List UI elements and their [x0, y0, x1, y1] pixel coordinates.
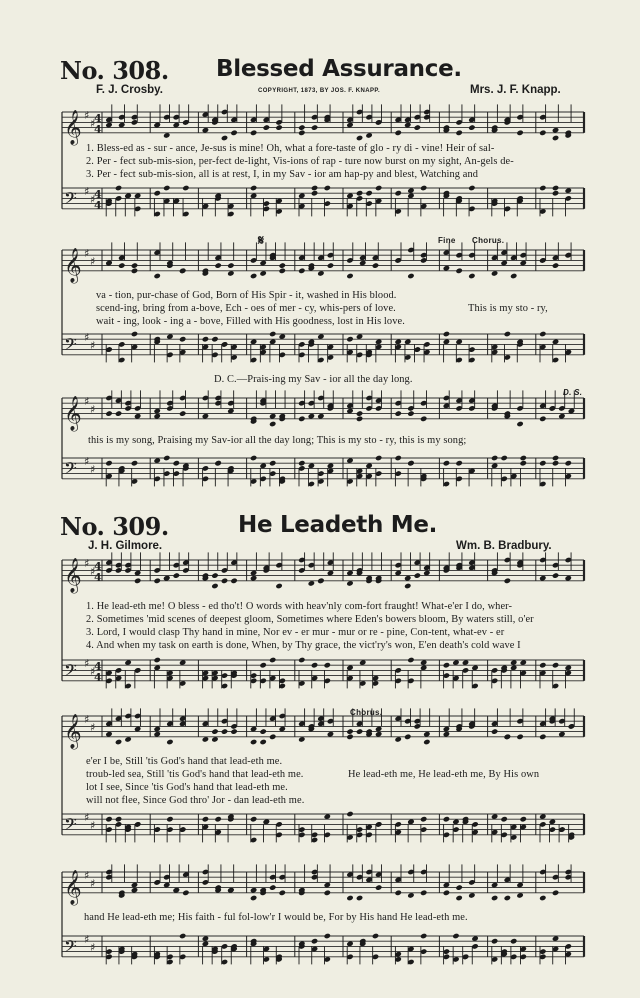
note-head: [520, 816, 527, 822]
note-head: [539, 734, 546, 740]
sharp-icon: ♯: [84, 657, 90, 671]
note-head: [552, 455, 559, 461]
note-head: [154, 657, 161, 663]
note-head: [221, 135, 228, 141]
note-head: [420, 416, 427, 422]
note-head: [131, 268, 138, 274]
time-signature: 4: [94, 199, 102, 212]
note-head: [491, 728, 498, 734]
note-head: [298, 268, 305, 274]
note-head: [214, 816, 221, 822]
note-head: [404, 583, 411, 589]
note-head: [202, 336, 209, 342]
note-head: [552, 572, 559, 578]
note-head: [552, 190, 559, 196]
note-head: [420, 185, 427, 191]
note-head: [214, 460, 221, 466]
note-head: [227, 262, 234, 268]
chorus-line: hand He lead-eth me; His faith - ful fol-low'r I would be, For by His hand He lead-eth me.: [84, 912, 468, 923]
time-signature: 4: [94, 660, 102, 673]
verse-line: scend-ing, bring from a-bove, Ech - oes of mer - cy, whis-pers of love.: [96, 303, 396, 314]
note-head: [324, 890, 331, 896]
treble-clef-icon: 𝄞: [64, 109, 82, 145]
note-head: [395, 410, 402, 416]
note-head: [443, 816, 450, 822]
note-head: [539, 460, 546, 466]
verse-line: 1. He lead-eth me! O bless - ed tho't! O words with heav'nly com-fort fraught! What-e'er I do, wher-: [86, 601, 513, 612]
note-head: [552, 890, 559, 896]
note-head: [202, 816, 209, 822]
note-head: [279, 262, 286, 268]
note-head: [179, 410, 186, 416]
note-head: [105, 410, 112, 416]
note-head: [407, 273, 414, 279]
note-head: [516, 734, 523, 740]
note-head: [250, 273, 257, 279]
note-head: [269, 331, 276, 337]
note-head: [211, 728, 218, 734]
sharp-icon: ♯: [90, 116, 96, 130]
note-head: [311, 124, 318, 130]
note-head: [372, 262, 379, 268]
note-head: [221, 728, 228, 734]
note-head: [504, 331, 511, 337]
note-head: [356, 728, 363, 734]
note-head: [324, 933, 331, 939]
note-head: [491, 455, 498, 461]
note-head: [179, 933, 186, 939]
note-head: [311, 190, 318, 196]
note-head: [317, 578, 324, 584]
note-head: [250, 895, 257, 901]
note-head: [539, 331, 546, 337]
note-head: [115, 739, 122, 745]
note-head: [173, 572, 180, 578]
note-head: [173, 460, 180, 466]
bass-clef-icon: 𝄢: [64, 457, 77, 482]
lyricist-credit: J. H. Gilmore.: [88, 540, 163, 552]
note-head: [131, 262, 138, 268]
sharp-icon: ♯: [84, 247, 90, 261]
note-head: [539, 895, 546, 901]
note-head: [182, 890, 189, 896]
bass-clef-icon: 𝄢: [64, 333, 77, 358]
bass-clef-icon: 𝄢: [64, 659, 77, 684]
note-head: [452, 933, 459, 939]
note-head: [250, 739, 257, 745]
note-head: [131, 460, 138, 466]
note-head: [420, 890, 427, 896]
note-head: [346, 811, 353, 817]
note-head: [468, 124, 475, 130]
note-head: [105, 460, 112, 466]
note-head: [179, 268, 186, 274]
note-head: [491, 938, 498, 944]
note-head: [455, 130, 462, 136]
composer-credit: Wm. B. Bradbury.: [456, 540, 552, 552]
note-head: [455, 460, 462, 466]
note-head: [298, 460, 305, 466]
note-head: [279, 890, 286, 896]
composer-credit: Mrs. J. F. Knapp.: [470, 84, 561, 96]
note-head: [346, 273, 353, 279]
note-head: [500, 816, 507, 822]
note-head: [179, 336, 186, 342]
treble-clef-icon: 𝄞: [64, 713, 82, 749]
treble-clef-icon: 𝄞: [64, 395, 82, 431]
bass-clef-icon: 𝄢: [64, 935, 77, 960]
note-head: [166, 816, 173, 822]
note-head: [324, 662, 331, 668]
note-head: [356, 410, 363, 416]
note-head: [211, 583, 218, 589]
sharp-icon: ♯: [90, 462, 96, 476]
note-head: [221, 578, 228, 584]
sharp-icon: ♯: [90, 192, 96, 206]
note-head: [552, 662, 559, 668]
note-head: [539, 130, 546, 136]
note-head: [504, 578, 511, 584]
note-head: [230, 578, 237, 584]
verse-line: 1. Bless-ed as - sur - ance, Je-sus is mine! Oh, what a fore-taste of glo - ry di - vine! Heir of sal-: [86, 143, 495, 154]
note-head: [443, 460, 450, 466]
chorus-line: this is my song, Praising my Sav-ior all the day long; This is my sto - ry, this is my song;: [88, 435, 467, 446]
sharp-icon: ♯: [84, 331, 90, 345]
note-head: [269, 421, 276, 427]
verse-line: will not flee, Since God thro' Jor - dan lead-eth me.: [86, 795, 305, 806]
sharp-icon: ♯: [90, 818, 96, 832]
hymn-number: No. 309.: [60, 512, 169, 541]
note-head: [298, 130, 305, 136]
time-signature: 4: [94, 123, 102, 136]
note-head: [298, 416, 305, 422]
note-head: [468, 273, 475, 279]
note-head: [263, 124, 270, 130]
chorus-line: He lead-eth me, He lead-eth me, By His own: [348, 769, 540, 780]
note-head: [327, 262, 334, 268]
note-head: [105, 816, 112, 822]
note-head: [552, 185, 559, 191]
note-head: [455, 268, 462, 274]
note-head: [311, 662, 318, 668]
note-head: [131, 331, 138, 337]
note-head: [455, 895, 462, 901]
verse-line: lot I see, Since 'tis God's hand that lead-eth me.: [86, 782, 288, 793]
note-head: [346, 895, 353, 901]
chorus-mark: Chorus.: [472, 236, 505, 245]
note-head: [250, 185, 257, 191]
copyright-notice: COPYRIGHT, 1873, BY JOS. F. KNAPP.: [258, 88, 381, 94]
note-head: [539, 416, 546, 422]
sharp-icon: ♯: [84, 395, 90, 409]
note-head: [346, 336, 353, 342]
ds-mark: D. S.: [563, 388, 583, 397]
note-head: [311, 185, 318, 191]
sharp-icon: ♯: [84, 713, 90, 727]
note-head: [346, 728, 353, 734]
note-head: [275, 583, 282, 589]
note-head: [443, 890, 450, 896]
note-head: [414, 124, 421, 130]
sharp-icon: ♯: [90, 940, 96, 954]
note-head: [375, 884, 382, 890]
note-head: [211, 572, 218, 578]
note-head: [298, 657, 305, 663]
note-head: [154, 190, 161, 196]
note-head: [414, 572, 421, 578]
verse-line: 3. Lord, I would clasp Thy hand in mine, Nor ev - er mur - mur or re - pine, Con-tent, what-ev - er: [86, 627, 505, 638]
hymn-number: No. 308.: [60, 56, 169, 85]
note-head: [455, 884, 462, 890]
sharp-icon: ♯: [84, 455, 90, 469]
note-head: [269, 460, 276, 466]
note-head: [250, 130, 257, 136]
note-head: [259, 728, 266, 734]
note-head: [395, 455, 402, 461]
note-head: [356, 895, 363, 901]
sharp-icon: ♯: [84, 557, 90, 571]
note-head: [552, 262, 559, 268]
note-head: [214, 262, 221, 268]
note-head: [395, 890, 402, 896]
bass-clef-icon: 𝄢: [64, 187, 77, 212]
note-head: [395, 190, 402, 196]
time-signature: 4: [94, 112, 102, 125]
note-head: [259, 739, 266, 745]
verse-line: 2. Sometimes 'mid scenes of deepest gloom, Sometimes where Eden's bowers bloom, By waters still, o'er: [86, 614, 534, 625]
note-head: [407, 410, 414, 416]
sharp-icon: ♯: [90, 664, 96, 678]
note-head: [520, 455, 527, 461]
note-head: [539, 185, 546, 191]
note-head: [443, 331, 450, 337]
note-head: [552, 135, 559, 141]
verse-line: wait - ing, look - ing a - bove, Filled with His goodness, lost in His love.: [96, 316, 405, 327]
note-head: [504, 734, 511, 740]
sharp-icon: ♯: [84, 185, 90, 199]
note-head: [407, 657, 414, 663]
note-head: [552, 460, 559, 466]
note-head: [250, 816, 257, 822]
dc-line: D. C.—Prais-ing my Sav - ior all the day long.: [214, 374, 413, 385]
treble-clef-icon: 𝄞: [64, 247, 82, 283]
note-head: [504, 895, 511, 901]
note-head: [443, 662, 450, 668]
note-head: [182, 185, 189, 191]
note-head: [154, 273, 161, 279]
note-head: [166, 739, 173, 745]
note-head: [269, 884, 276, 890]
sharp-icon: ♯: [90, 564, 96, 578]
note-head: [279, 268, 286, 274]
hymn-title: He Leadeth Me.: [238, 512, 438, 538]
verse-line: 4. And when my task on earth is done, When, by Thy grace, the vict'ry's won, E'en death's cold wave I: [86, 640, 521, 651]
bass-clef-icon: 𝄢: [64, 813, 77, 838]
note-head: [539, 662, 546, 668]
note-head: [250, 455, 257, 461]
note-head: [230, 130, 237, 136]
fine-mark: Fine: [438, 236, 456, 245]
note-head: [269, 657, 276, 663]
verse-line: 3. Per - fect sub-mis-sion, all is at rest, I, in my Sav - ior am hap-py and blest, Watching and: [86, 169, 479, 180]
note-head: [365, 190, 372, 196]
time-signature: 4: [94, 560, 102, 573]
note-head: [346, 734, 353, 740]
sharp-icon: ♯: [84, 933, 90, 947]
verse-line: e'er I be, Still 'tis God's hand that lead-eth me.: [86, 756, 283, 767]
sharp-icon: ♯: [84, 869, 90, 883]
note-head: [565, 460, 572, 466]
note-head: [115, 816, 122, 822]
sharp-icon: ♯: [90, 402, 96, 416]
note-head: [420, 933, 427, 939]
sharp-icon: ♯: [90, 720, 96, 734]
note-head: [510, 273, 517, 279]
note-head: [211, 336, 218, 342]
verse-line: 2. Per - fect sub-mis-sion, per-fect de-light, Vis-ions of rap - ture now burst on my sight, An-gels de-: [86, 156, 514, 167]
note-head: [407, 460, 414, 466]
verse-line: troub-led sea, Still 'tis God's hand that lead-eth me.: [86, 769, 304, 780]
note-head: [356, 190, 363, 196]
segno-mark: 𝄋: [258, 232, 265, 248]
note-head: [356, 135, 363, 141]
note-head: [510, 938, 517, 944]
note-head: [520, 460, 527, 466]
note-head: [516, 130, 523, 136]
note-head: [154, 578, 161, 584]
note-head: [500, 455, 507, 461]
sharp-icon: ♯: [90, 876, 96, 890]
note-head: [423, 739, 430, 745]
note-head: [356, 416, 363, 422]
note-head: [375, 455, 382, 461]
note-head: [163, 455, 170, 461]
note-head: [134, 578, 141, 584]
hymn-title: Blessed Assurance.: [216, 56, 462, 82]
sharp-icon: ♯: [90, 338, 96, 352]
chorus-line: This is my sto - ry,: [468, 303, 548, 314]
time-signature: 4: [94, 571, 102, 584]
note-head: [491, 895, 498, 901]
chorus-mark: Chorus.: [350, 708, 383, 717]
note-head: [395, 130, 402, 136]
treble-clef-icon: 𝄞: [64, 869, 82, 905]
note-head: [269, 734, 276, 740]
sharp-icon: ♯: [84, 109, 90, 123]
note-head: [230, 728, 237, 734]
time-signature: 4: [94, 188, 102, 201]
sharp-icon: ♯: [84, 811, 90, 825]
note-head: [372, 933, 379, 939]
verse-line: va - tion, pur-chase of God, Born of His Spir - it, washed in His blood.: [96, 290, 397, 301]
note-head: [404, 734, 411, 740]
note-head: [375, 185, 382, 191]
time-signature: 4: [94, 671, 102, 684]
note-head: [115, 410, 122, 416]
lyricist-credit: F. J. Crosby.: [96, 84, 163, 96]
note-head: [298, 124, 305, 130]
note-head: [275, 124, 282, 130]
note-head: [259, 662, 266, 668]
note-head: [163, 185, 170, 191]
note-head: [516, 421, 523, 427]
note-head: [311, 938, 318, 944]
note-head: [118, 262, 125, 268]
note-head: [115, 185, 122, 191]
note-head: [324, 185, 331, 191]
treble-clef-icon: 𝄞: [64, 557, 82, 593]
sharp-icon: ♯: [90, 254, 96, 268]
note-head: [468, 185, 475, 191]
note-head: [420, 816, 427, 822]
